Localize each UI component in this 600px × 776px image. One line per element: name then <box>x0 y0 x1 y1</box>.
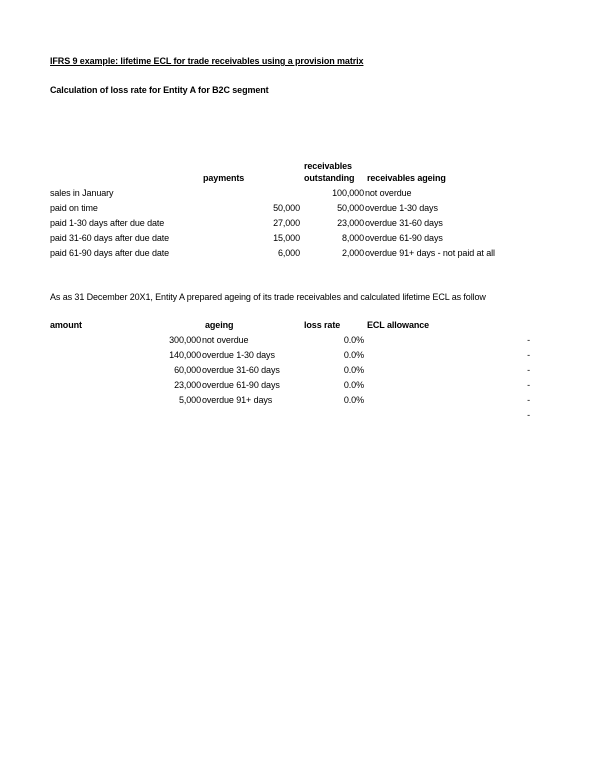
row-amount: 140,000 <box>169 350 201 360</box>
row-ageing: overdue 91+ days <box>202 395 273 405</box>
row-loss-rate: 0.0% <box>343 395 364 405</box>
section-subtitle: Calculation of loss rate for Entity A for B2C segment <box>50 85 269 95</box>
row-ageing: overdue 91+ days - not paid at all <box>365 248 495 258</box>
row-ecl: - <box>527 350 530 360</box>
header-payments: payments <box>203 173 245 183</box>
row-amount: 5,000 <box>178 395 201 405</box>
row-label: paid on time <box>50 203 98 213</box>
row-ecl: - <box>527 335 530 345</box>
row-label: paid 61-90 days after due date <box>50 248 170 258</box>
header-ageing: ageing <box>205 320 234 330</box>
row-amount: 60,000 <box>174 365 201 375</box>
row-label: paid 1-30 days after due date <box>50 218 165 228</box>
total-ecl: - <box>527 410 530 420</box>
row-ageing: overdue 1-30 days <box>202 350 275 360</box>
header-receivables-ageing: receivables ageing <box>367 173 446 183</box>
row-outstanding: 23,000 <box>337 218 364 228</box>
row-outstanding: 50,000 <box>337 203 364 213</box>
row-label: sales in January <box>50 188 114 198</box>
row-payments: 27,000 <box>273 218 300 228</box>
row-ageing: not overdue <box>202 335 249 345</box>
row-ageing: overdue 61-90 days <box>202 380 280 390</box>
row-amount: 300,000 <box>169 335 201 345</box>
row-ecl: - <box>527 365 530 375</box>
row-label: paid 31-60 days after due date <box>50 233 170 243</box>
row-ecl: - <box>527 380 530 390</box>
row-ageing: overdue 31-60 days <box>202 365 280 375</box>
row-ageing: not overdue <box>365 188 412 198</box>
row-loss-rate: 0.0% <box>343 350 364 360</box>
row-ageing: overdue 61-90 days <box>365 233 443 243</box>
intro-text: As as 31 December 20X1, Entity A prepared ageing of its trade receivables and calculated lifetime ECL as follow <box>50 292 486 302</box>
header-ecl-allowance: ECL allowance <box>367 320 430 330</box>
header-receivables-line1: receivables <box>304 161 352 171</box>
header-loss-rate: loss rate <box>304 320 341 330</box>
row-amount: 23,000 <box>174 380 201 390</box>
row-outstanding: 100,000 <box>332 188 364 198</box>
row-loss-rate: 0.0% <box>343 380 364 390</box>
row-ecl: - <box>527 395 530 405</box>
row-outstanding: 8,000 <box>341 233 364 243</box>
row-ageing: overdue 31-60 days <box>365 218 443 228</box>
row-payments: 6,000 <box>277 248 300 258</box>
row-loss-rate: 0.0% <box>343 365 364 375</box>
row-ageing: overdue 1-30 days <box>365 203 438 213</box>
row-outstanding: 2,000 <box>341 248 364 258</box>
header-receivables-line2: outstanding <box>304 173 355 183</box>
row-payments: 15,000 <box>273 233 300 243</box>
row-payments: 50,000 <box>273 203 300 213</box>
header-amount: amount <box>50 320 82 330</box>
page-title: IFRS 9 example: lifetime ECL for trade receivables using a provision matrix <box>50 56 364 66</box>
row-loss-rate: 0.0% <box>343 335 364 345</box>
